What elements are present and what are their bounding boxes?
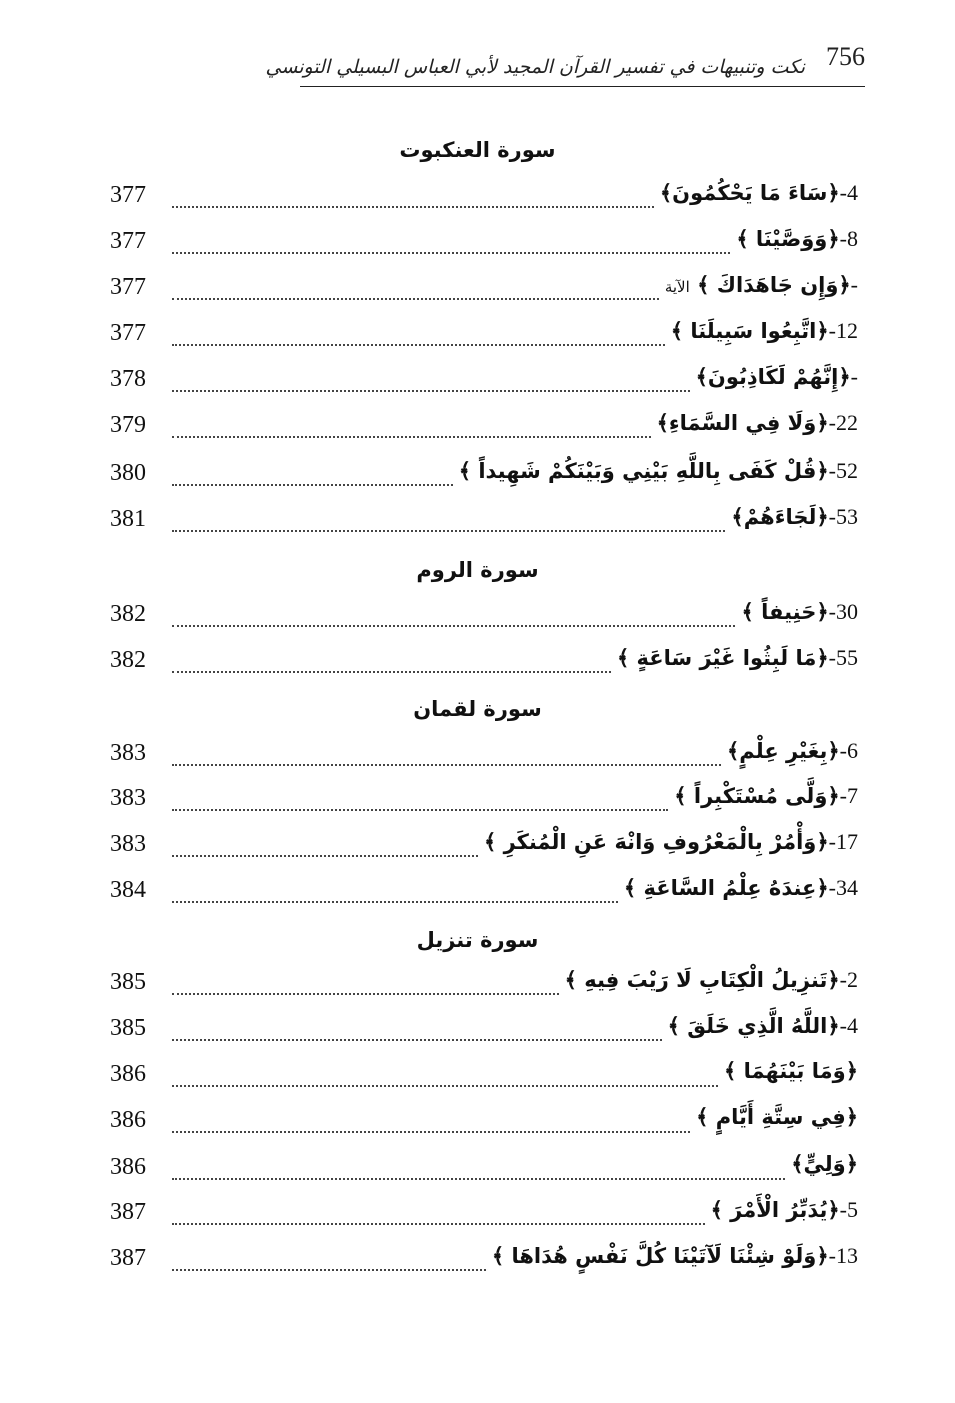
entry-text [492, 1243, 858, 1269]
toc-entry [110, 456, 858, 496]
entry-text [665, 272, 858, 298]
surah-title: سورة لقمان [413, 697, 542, 721]
entry-page-number: 386 [110, 1061, 146, 1087]
entry-page-number: 382 [110, 601, 146, 627]
entry-page-number: 380 [110, 460, 146, 486]
verse-number: 22- [828, 410, 858, 435]
verse-text: ﴿وَمَا بَيْنَهُمَا ﴾ [723, 1059, 858, 1083]
dot-leader [172, 901, 618, 903]
toc-entry [110, 362, 858, 402]
verse-number: 52- [828, 458, 858, 483]
verse-text: ﴿قُلْ كَفَى بِاللَّهِ بَيْنِي وَبَيْنَكُمْ شَهِيداً ﴾ [458, 459, 829, 483]
entry-page-number: 387 [110, 1199, 146, 1225]
dot-leader [172, 671, 611, 673]
entry-text [711, 1197, 858, 1223]
verse-text: ﴿لَجَاءَهُمْ﴾ [731, 505, 829, 529]
entry-page-number: 381 [110, 506, 146, 532]
entry-page-number: 387 [110, 1245, 146, 1271]
verse-text: ﴿وَلِيٍّ﴾ [791, 1152, 858, 1176]
toc-entry [110, 1150, 858, 1190]
toc-entry [110, 1011, 858, 1051]
toc-entry [110, 781, 858, 821]
verse-text: ﴿عِندَهُ عِلْمُ السَّاعَةِ ﴾ [623, 876, 829, 900]
toc-entry [110, 1103, 858, 1143]
verse-number: 17- [828, 829, 858, 854]
toc-entry [110, 178, 858, 218]
dot-leader [172, 1178, 785, 1180]
dot-leader [172, 993, 559, 995]
entry-page-number: 377 [110, 182, 146, 208]
entry-text [736, 226, 858, 252]
verse-number: 8- [839, 226, 858, 251]
entry-text [724, 1059, 858, 1083]
entry-page-number: 385 [110, 969, 146, 995]
verse-number: 30- [828, 599, 858, 624]
dot-leader [172, 1131, 690, 1133]
entry-text [731, 504, 858, 530]
dot-leader [172, 1269, 486, 1271]
toc-entry [110, 736, 858, 776]
toc-entry [110, 597, 858, 637]
running-title: نكت وتنبيهات في تفسير القرآن المجيد لأبي العباس البسيلي التونسي [265, 56, 805, 78]
verse-number: - [850, 364, 858, 389]
entry-page-number: 386 [110, 1107, 146, 1133]
dot-leader [172, 1085, 718, 1087]
entry-text [727, 738, 858, 764]
entry-page-number: 382 [110, 647, 146, 673]
dot-leader [172, 809, 668, 811]
entry-text [459, 458, 858, 484]
verse-text: ﴿فِي سِتَّةِ أَيَّامٍ ﴾ [696, 1105, 858, 1129]
verse-number: 34- [828, 875, 858, 900]
entry-page-number: 379 [110, 412, 146, 438]
entry-text [484, 829, 858, 855]
dot-leader [172, 436, 651, 438]
entry-text [668, 1013, 858, 1039]
verse-number: 4- [839, 180, 858, 205]
entry-text [671, 318, 858, 344]
toc-entry [110, 502, 858, 542]
verse-number: 12- [828, 318, 858, 343]
entry-text [624, 875, 858, 901]
entry-page-number: 377 [110, 320, 146, 346]
entry-text [657, 410, 858, 436]
entry-page-number: 377 [110, 274, 146, 300]
toc-entry [110, 316, 858, 356]
entry-text [696, 1105, 858, 1129]
entry-page-number: 384 [110, 877, 146, 903]
entry-text [791, 1152, 858, 1176]
dot-leader [172, 1223, 705, 1225]
dot-leader [172, 1039, 662, 1041]
verse-note: الآية [664, 278, 690, 296]
verse-number: 2- [839, 967, 858, 992]
verse-number: 7- [839, 783, 858, 808]
toc-entry [110, 1241, 858, 1281]
surah-title: سورة تنزيل [416, 928, 539, 952]
verse-number: 5- [839, 1197, 858, 1222]
dot-leader [172, 298, 659, 300]
entry-text [660, 180, 858, 206]
page-number: 756 [826, 42, 865, 71]
surah-title: سورة الروم [416, 558, 539, 582]
entry-text [617, 645, 858, 671]
entry-page-number: 385 [110, 1015, 146, 1041]
surah-title: سورة العنكبوت [399, 138, 556, 162]
verse-text: ﴿وَأْمُرْ بِالْمَعْرُوفِ وَانْهَ عَنِ الْمُنكَرِ ﴾ [483, 830, 829, 854]
dot-leader [172, 344, 665, 346]
toc-entry [110, 1057, 858, 1097]
entry-text [674, 783, 858, 809]
verse-number: 4- [839, 1013, 858, 1038]
verse-text: ﴿وَلَا فِي السَّمَاءِ﴾ [656, 411, 829, 435]
verse-text: ﴿حَنِيفاً ﴾ [741, 600, 829, 624]
dot-leader [172, 390, 690, 392]
entry-page-number: 378 [110, 366, 146, 392]
entry-page-number: 377 [110, 228, 146, 254]
verse-text: ﴿يُدَبِّرُ الْأَمْرَ ﴾ [710, 1198, 840, 1222]
verse-text: ﴿مَا لَبِثُوا غَيْرَ سَاعَةٍ ﴾ [616, 646, 829, 670]
entry-page-number: 383 [110, 740, 146, 766]
verse-text: ﴿اتَّبِعُوا سَبِيلَنَا ﴾ [670, 319, 829, 343]
verse-number: 13- [828, 1243, 858, 1268]
entry-text [696, 364, 858, 390]
entry-page-number: 383 [110, 785, 146, 811]
verse-text: ﴿سَاءَ مَا يَحْكُمُونَ﴾ [659, 181, 840, 205]
verse-text: ﴿إِنَّهُمْ لَكَاذِبُونَ﴾ [695, 365, 851, 389]
dot-leader [172, 530, 725, 532]
entry-text [741, 599, 858, 625]
toc-entry [110, 270, 858, 310]
toc-entry [110, 873, 858, 913]
verse-number: 53- [828, 504, 858, 529]
toc-entry [110, 224, 858, 264]
dot-leader [172, 252, 730, 254]
entry-text [565, 967, 858, 993]
verse-text: ﴿تَنزِيلُ الْكِتَابِ لَا رَيْبَ فِيهِ ﴾ [564, 968, 840, 992]
verse-number: 6- [839, 738, 858, 763]
verse-text: ﴿وَإِن جَاهَدَاكَ ﴾ [697, 273, 851, 297]
entry-page-number: 386 [110, 1154, 146, 1180]
toc-entry [110, 827, 858, 867]
dot-leader [172, 855, 478, 857]
entry-page-number: 383 [110, 831, 146, 857]
toc-entry [110, 1195, 858, 1235]
toc-entry [110, 965, 858, 1005]
verse-text: ﴿وَوَصَّيْنَا ﴾ [736, 227, 840, 251]
verse-number: - [850, 272, 858, 297]
dot-leader [172, 625, 735, 627]
toc-entry [110, 408, 858, 448]
verse-text: ﴿وَلَّى مُسْتَكْبِراً ﴾ [674, 784, 840, 808]
dot-leader [172, 206, 654, 208]
verse-number: 55- [828, 645, 858, 670]
dot-leader [172, 484, 453, 486]
verse-text: ﴿بِغَيْرِ عِلْمٍ﴾ [726, 739, 840, 763]
verse-text: ﴿وَلَوْ شِئْنَا لَآتَيْنَا كُلَّ نَفْسٍ هُدَاهَا ﴾ [491, 1244, 829, 1268]
page-header [265, 36, 865, 87]
toc-entry [110, 643, 858, 683]
dot-leader [172, 764, 721, 766]
verse-text: ﴿اللَّهُ الَّذِي خَلَقَ ﴾ [667, 1014, 840, 1038]
